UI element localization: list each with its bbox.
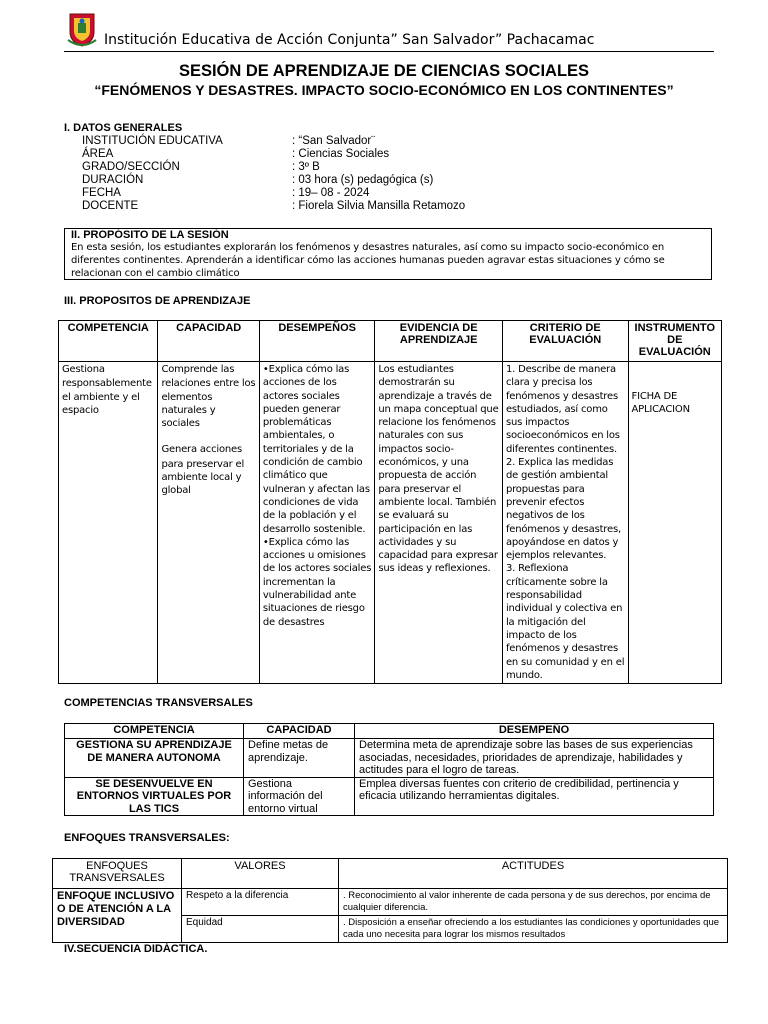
competencia-cell [59,362,158,684]
column-header: VALORES [182,859,339,889]
document-subtitle: “FENÓMENOS Y DESASTRES. IMPACTO SOCIO-ECONÓMICO EN LOS CONTINENTES” [94,82,674,98]
table-header-row [65,724,714,739]
capacidad-text: Comprende las relaciones entre los elementos naturales y sociales [161,364,256,430]
column-header: DESEMPEÑO [355,724,714,739]
criterios-cell [502,362,628,684]
capacidad-item [161,363,255,430]
enfoque-cell: ENFOQUE INCLUSIVO O DE ATENCIÓN A LA DIVERSIDAD [53,889,182,943]
proposito-line: En esta sesión, los estudiantes explorarán los fenómenos y desastres naturales, así como su impacto socio-económico en [71,242,665,253]
datos-label: GRADO/SECCIÓN [82,161,180,173]
desempeno-cell: Determina meta de aprendizaje sobre las bases de sus experiencias asociadas, necesidades, prioridades de aprendizaje, habilidades y actitudes para el logro de tareas. [355,739,714,778]
datos-label: DOCENTE [82,200,139,212]
spacer [161,430,255,443]
valor-cell: Equidad [182,916,339,943]
table-row [65,777,714,816]
spacer [632,363,718,390]
datos-label: INSTITUCIÓN EDUCATIVA [82,135,223,147]
datos-value: : Ciencias Sociales [292,148,390,160]
actitud-cell: . Reconocimiento al valor inherente de cada persona y de sus derechos, por encima de cualquier diferencia. [339,889,728,916]
section-transversales-heading: COMPETENCIAS TRANSVERSALES [64,697,253,709]
section-propositos-heading: III. PROPOSITOS DE APRENDIZAJE [64,295,251,307]
column-header: INSTRUMENTO DE EVALUACIÓN [628,321,721,362]
table-row [59,362,722,684]
column-header: ENFOQUES TRANSVERSALES [53,859,182,889]
evidencia-cell: Los estudiantes demostrarán su aprendizaje a través de un mapa conceptual que relacione los fenómenos naturales con sus impactos socio-económicos, y una propuesta de acción para preservar el ambiente local. También se evaluará su participación en las actividades y su capacidad para expresar sus ideas y reflexiones. [375,362,503,684]
header-divider [64,51,714,52]
table-header-row [59,321,722,362]
datos-value: : “San Salvador¨ [292,135,376,147]
actitud-cell: . Disposición a enseñar ofreciendo a los estudiantes las condiciones y oportunidades que cada uno necesita para lograr los mismos resultados [339,916,728,943]
proposito-line: relacionan con el cambio climático [71,268,240,279]
competencia-cell: GESTIONA SU APRENDIZAJE DE MANERA AUTONOMA [65,739,244,778]
datos-label: FECHA [82,187,121,199]
document-header [64,10,714,52]
capacidad-cell: Define metas de aprendizaje. [244,739,355,778]
section-secuencia-heading: IV.SECUENCIA DIDÁCTICA. [64,943,208,955]
capacidad-text: Genera acciones para preservar el ambiente local y global [161,444,245,497]
datos-value: : Fiorela Silvia Mansilla Retamozo [292,200,466,212]
table-row [53,889,728,916]
criterio-item: 3. Reflexiona críticamente sobre la responsabilidad individual y colectiva en la mitigación del impacto de los fenómenos y desastres en su comunidad y en el mundo. [505,563,625,681]
datos-label: ÁREA [82,148,114,160]
instrumento-cell [628,362,721,684]
column-header: COMPETENCIA [65,724,244,739]
column-header: CRITERIO DE EVALUACIÓN [502,321,628,362]
propositos-table [58,320,722,684]
enfoques-table [52,858,728,943]
datos-value: : 03 hora (s) pedagógica (s) [292,174,434,186]
instrumento-text: FICHA DE APLICACION [631,391,690,416]
competencia-text: Gestiona responsablemente el ambiente y el espacio [62,364,152,416]
institution-name: Institución Educativa de Acción Conjunta” San Salvador” Pachacamac [104,32,595,48]
section-enfoques-heading: ENFOQUES TRANSVERSALES: [64,832,230,844]
capacidad-item [161,443,255,497]
desempeno-item: •Explica cómo las acciones u omisiones de los actores sociales incrementan la vulnerabilidad ante situaciones de riesgo de desastres [262,536,372,628]
capacidad-cell: Gestiona información del entorno virtual [244,777,355,816]
section-proposito-heading: II. PROPÓSITO DE LA SESIÓN [71,229,229,241]
proposito-line: diferentes continentes. Aprenderán a identificar cómo las acciones humanas pueden agravar estas situaciones y cómo se [71,255,665,266]
criterio-item: 1. Describe de manera clara y precisa los fenómenos y desastres estudiados, así como sus impactos socioeconómicos en los diferentes continentes. [505,364,620,455]
table-header-row [53,859,728,889]
transversales-table [64,723,714,816]
school-crest-icon [66,10,98,48]
datos-label: DURACIÓN [82,174,144,186]
desempeno-cell: Emplea diversas fuentes con criterio de credibilidad, pertinencia y eficacia utilizando herramientas digitales. [355,777,714,816]
valor-cell: Respeto a la diferencia [182,889,339,916]
criterio-item: 2. Explica las medidas de gestión ambiental propuestas para prevenir efectos negativos de los fenómenos y desastres, apoyándose en datos y ejemplos relevantes. [505,457,621,562]
column-header: EVIDENCIA DE APRENDIZAJE [375,321,503,362]
section-datos-generales-heading: I. DATOS GENERALES [64,122,183,134]
datos-value: : 19– 08 - 2024 [292,187,370,199]
column-header: CAPACIDAD [244,724,355,739]
column-header: DESEMPEÑOS [259,321,375,362]
table-row [65,739,714,778]
proposito-box [64,228,712,280]
column-header: CAPACIDAD [158,321,259,362]
column-header: COMPETENCIA [59,321,158,362]
document-title: SESIÓN DE APRENDIZAJE DE CIENCIAS SOCIALES [178,62,590,80]
desempenos-cell [259,362,375,684]
competencia-cell: SE DESENVUELVE EN ENTORNOS VIRTUALES POR LAS TICS [65,777,244,816]
column-header: ACTITUDES [339,859,728,889]
datos-value: : 3º B [292,161,320,173]
desempeno-item: •Explica cómo las acciones de los actores sociales pueden generar problemáticas ambientales, o territoriales y de la condición de cambio climático que vulneran y afectan las condiciones de vida de la población y el desarrollo sostenible. [262,364,370,535]
capacidad-cell [158,362,259,684]
